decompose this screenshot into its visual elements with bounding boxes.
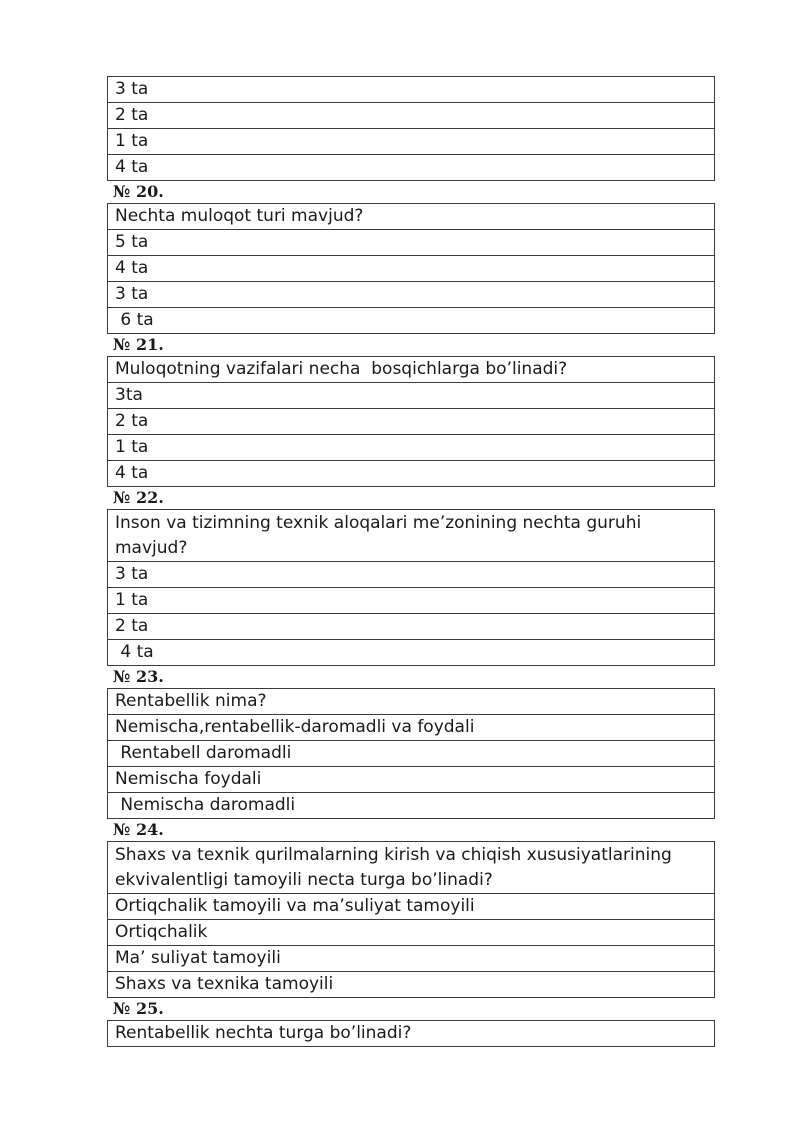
question-number: № 23. — [113, 667, 164, 686]
document-page — [107, 76, 715, 1047]
question-table — [107, 356, 715, 487]
answer-option: 2 ta — [108, 614, 715, 640]
answer-option: 6 ta — [108, 308, 715, 334]
question-number: № 22. — [113, 488, 164, 507]
answer-option: 4 ta — [108, 640, 715, 666]
answer-option: Rentabell daromadli — [108, 741, 715, 767]
answer-option: Ortiqchalik — [108, 920, 715, 946]
answer-option: 3ta — [108, 383, 715, 409]
answer-option: 3 ta — [108, 562, 715, 588]
answer-option: 1 ta — [108, 588, 715, 614]
question-number: № 20. — [113, 182, 164, 201]
answer-option: 3 ta — [108, 77, 715, 103]
question-number: № 24. — [113, 820, 164, 839]
answer-option: Nemischa,rentabellik-daromadli va foydali — [108, 715, 715, 741]
answer-option: 2 ta — [108, 409, 715, 435]
answer-option: 2 ta — [108, 103, 715, 129]
question-text: Rentabellik nima? — [108, 689, 715, 715]
answer-option: 1 ta — [108, 129, 715, 155]
question-table — [107, 688, 715, 819]
question-text: Muloqotning vazifalari necha bosqichlarga bo’linadi? — [108, 357, 715, 383]
question-text: Rentabellik nechta turga bo’linadi? — [108, 1021, 715, 1047]
question-table — [107, 1020, 715, 1047]
answer-option: Ortiqchalik tamoyili va ma’suliyat tamoyili — [108, 894, 715, 920]
question-table — [107, 203, 715, 334]
answer-option: 4 ta — [108, 155, 715, 181]
answer-option: Nemischa foydali — [108, 767, 715, 793]
answer-option: Ma’ suliyat tamoyili — [108, 946, 715, 972]
question-number: № 25. — [113, 999, 164, 1018]
question-text: Inson va tizimning texnik aloqalari me’zonining nechta guruhi mavjud? — [108, 510, 715, 562]
question-text: Shaxs va texnik qurilmalarning kirish va chiqish xususiyatlarining ekvivalentligi tamoyili necta turga bo’linadi? — [108, 842, 715, 894]
question-number: № 21. — [113, 335, 164, 354]
answer-option: 3 ta — [108, 282, 715, 308]
answer-table — [107, 76, 715, 181]
answer-option: Shaxs va texnika tamoyili — [108, 972, 715, 998]
answer-option: 1 ta — [108, 435, 715, 461]
answer-option: 4 ta — [108, 256, 715, 282]
answer-option: 4 ta — [108, 461, 715, 487]
question-text: Nechta muloqot turi mavjud? — [108, 204, 715, 230]
answer-option: 5 ta — [108, 230, 715, 256]
question-table — [107, 509, 715, 666]
question-table — [107, 841, 715, 998]
answer-option: Nemischa daromadli — [108, 793, 715, 819]
